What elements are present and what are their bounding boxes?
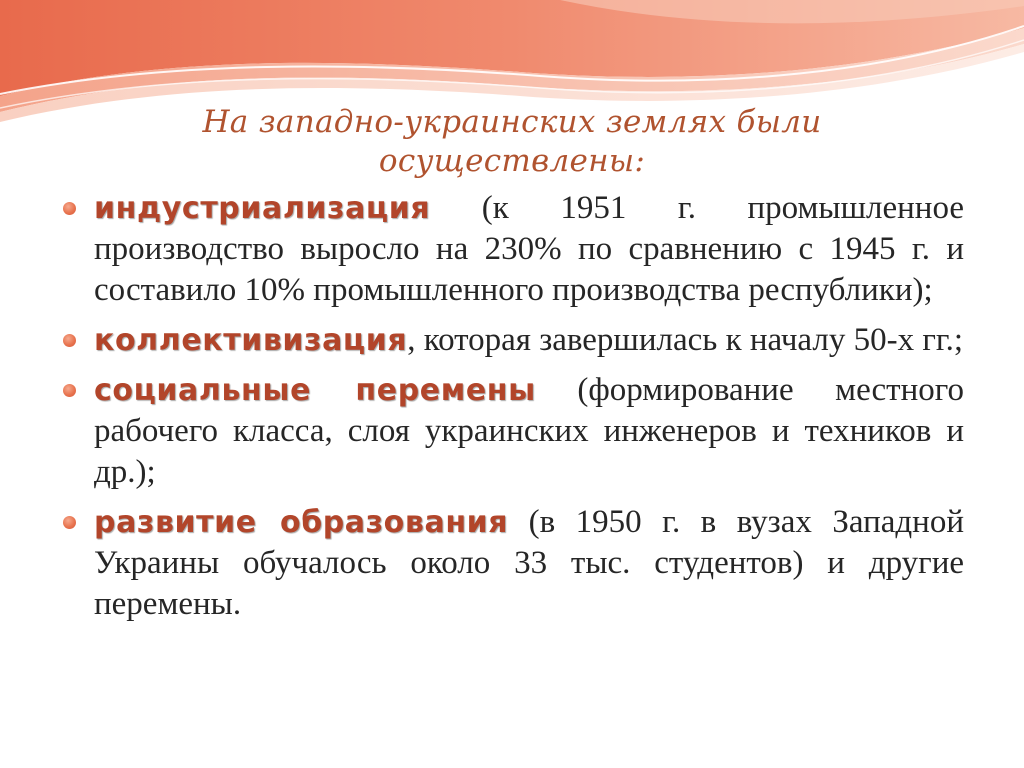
bullet-item-education: [62, 502, 964, 625]
bullet-dot-icon: [63, 384, 76, 397]
bullet-dot-icon: [63, 334, 76, 347]
slide-title: На западно-украинских землях были осуществлены:: [202, 104, 822, 179]
bullet-text: (формирование местного рабочего класса, слоя украинских инженеров и техников и др.);: [94, 372, 964, 490]
bullet-dot-icon: [63, 516, 76, 529]
bullet-dot-icon: [63, 202, 76, 215]
bullet-text: (в 1950 г. в вузах Западной Украины обучалось около 33 тыс. студентов) и другие перемены.: [94, 504, 964, 622]
bullet-text: (к 1951 г. промышленное производство выросло на 230% по сравнению с 1945 г. и составило 10% промышленного производства республики);: [94, 190, 964, 308]
bullet-term: развитие образования: [94, 505, 509, 540]
bullet-list: [62, 188, 964, 634]
bullet-item-social-changes: [62, 370, 964, 493]
bullet-term: социальные перемены: [94, 373, 536, 408]
bullet-term: коллективизация: [94, 323, 408, 358]
bullet-item-industrialization: [62, 188, 964, 311]
bullet-item-collectivization: [62, 320, 964, 361]
bullet-term: индустриализация: [94, 191, 431, 226]
bullet-text: , которая завершилась к началу 50-х гг.;: [407, 322, 964, 358]
